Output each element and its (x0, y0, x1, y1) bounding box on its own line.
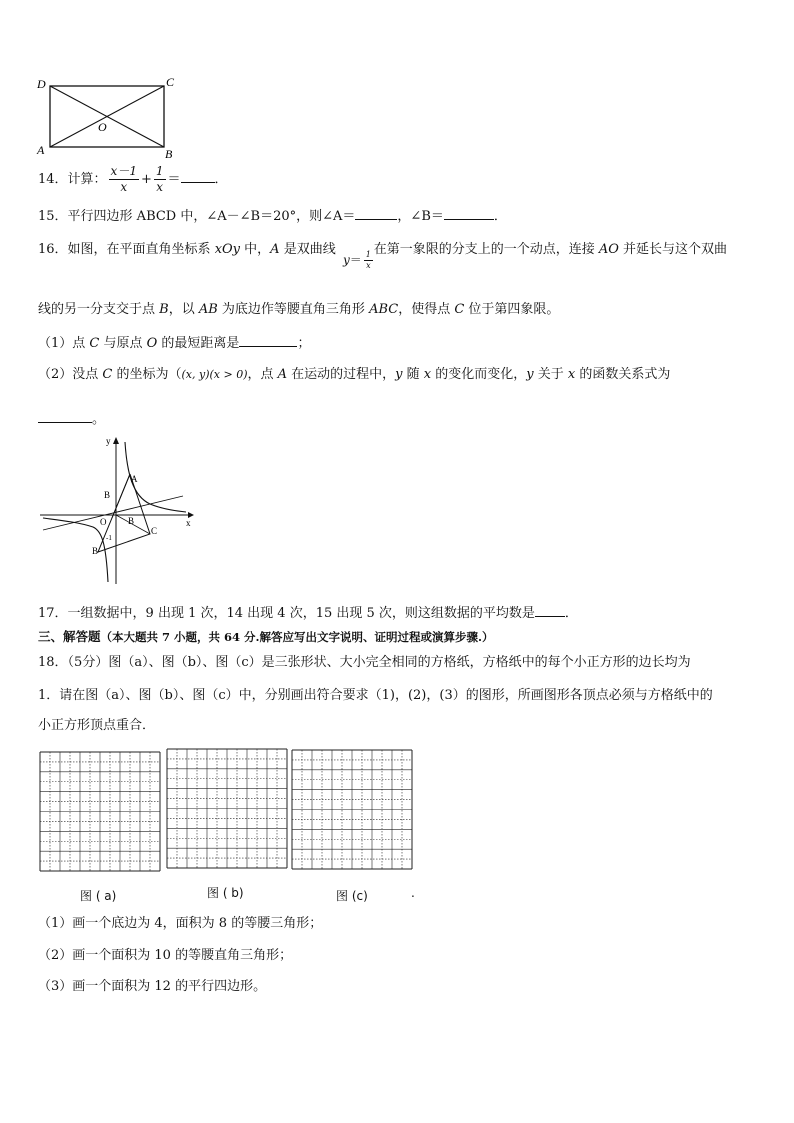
label-b-bottom: B (92, 546, 99, 556)
caption-dot: . (411, 886, 415, 900)
caption-b: 图 ( b) (207, 886, 244, 900)
y-axis-arrow (113, 437, 119, 444)
section-3-heading: 三、解答题（本大题共 7 小题，共 64 分.解答应写出文字说明、证明过程或演算步骤.） (38, 629, 494, 644)
rectangle-figure (34, 74, 184, 162)
answer-blank-14[interactable] (181, 168, 215, 183)
answer-blank-15b[interactable] (444, 205, 494, 220)
coordinate-figure (38, 434, 198, 586)
caption-a: 图 ( a) (80, 889, 117, 903)
question-18-line3: 小正方形顶点重合． (38, 718, 156, 733)
question-18-line2: 1．请在图（a）、图（b）、图（c）中，分别画出符合要求（1)，(2)，(3）的图形，所画图形各顶点必须与方格纸中的 (38, 688, 713, 703)
grid-paper-a[interactable] (39, 751, 161, 872)
label-d: D (37, 77, 46, 91)
label-o: O (100, 517, 107, 527)
question-16-line1: 16．如图，在平面直角坐标系 xOy 中，A 是双曲线 在第一象限的分支上的一个动点，连接 AO 并延长与这个双曲 (38, 242, 728, 257)
question-15: 15．平行四边形 ABCD 中，∠A－∠B＝20°，则∠A＝ ，∠B＝ ． (38, 205, 507, 227)
grid-paper-c[interactable] (291, 749, 413, 870)
label-c: C (151, 526, 158, 536)
line-through-origin (43, 496, 183, 530)
answer-blank-15a[interactable] (355, 205, 397, 220)
label-x: x (186, 518, 191, 528)
label-a: A (37, 143, 45, 157)
answer-blank-16-2[interactable] (38, 408, 92, 423)
label-o: O (98, 120, 107, 134)
requirement-1: （1）画一个底边为 4，面积为 8 的等腰三角形； (38, 916, 323, 931)
label-a: A (131, 474, 138, 484)
answer-blank-17[interactable] (535, 602, 565, 617)
question-16-sub2: （2）没点 C 的坐标为（(x, y)(x > 0)，点 A 在运动的过程中，y 随 x 的变化而变化，y 关于 x 的函数关系式为 (38, 367, 671, 382)
grid-paper-b[interactable] (166, 748, 288, 869)
caption-c: 图 (c) (336, 889, 368, 903)
hyperbola-formula: y＝ $\frac{1}{x}$ (343, 250, 371, 270)
question-14: 14．计算： $\frac{x-1}{x}$ + $\frac{1}{x}$ ＝ ． (38, 164, 228, 194)
question-16-line2: 线的另一分支交于点 B，以 AB 为底边作等腰直角三角形 ABC，使得点 C 位于第四象限。 (38, 302, 560, 317)
label-b-left: B (104, 490, 111, 500)
question-16-sub2-answer: 。 (38, 408, 105, 430)
fraction-1: $\frac{x-1}{x}$ (110, 164, 137, 194)
label-b-mid: B (128, 516, 135, 526)
label-b: B (165, 147, 173, 161)
label-y: y (106, 436, 111, 446)
fraction-2: $\frac{1}{x}$ (155, 164, 164, 194)
requirement-2: （2）画一个面积为 10 的等腰直角三角形； (38, 948, 293, 963)
answer-blank-16-1[interactable] (239, 332, 297, 347)
label-neg1: -1 (106, 534, 112, 542)
label-c: C (166, 75, 175, 89)
requirement-3: （3）画一个面积为 12 的平行四边形。 (38, 979, 267, 994)
question-16-sub1: （1）点 C 与原点 O 的最短距离是 ； (38, 332, 310, 354)
question-17: 17．一组数据中，9 出现 1 次，14 出现 4 次，15 出现 5 次，则这组数据的平均数是 ． (38, 602, 578, 624)
question-18-line1: 18．（5分）图（a）、图（b）、图（c）是三张形状、大小完全相同的方格纸，方格纸中的每个小正方形的边长均为 (38, 655, 691, 670)
